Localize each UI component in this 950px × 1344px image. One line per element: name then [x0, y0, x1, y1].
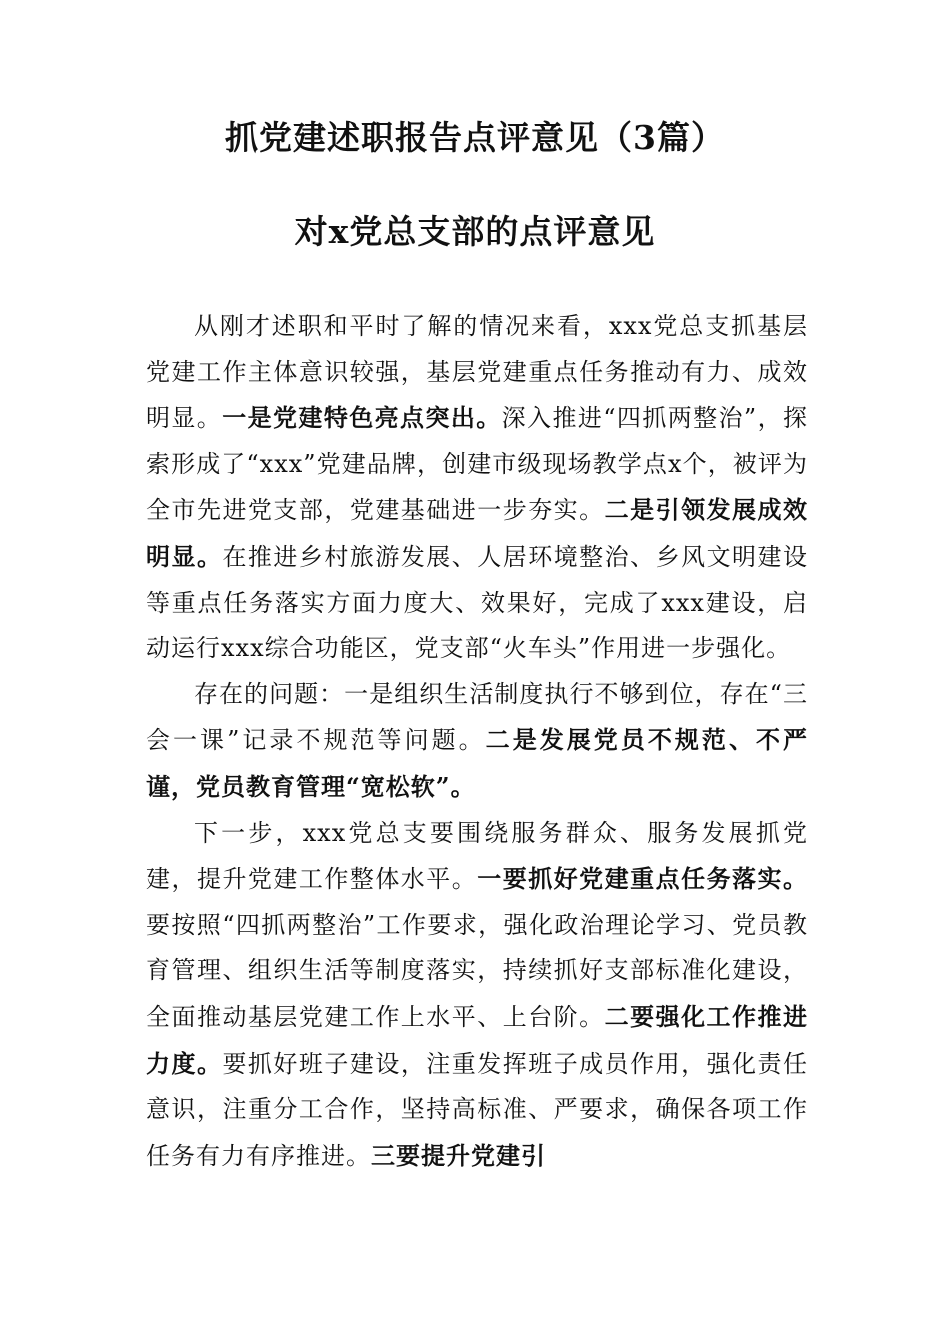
paragraph-text: 要抓好班子建设，注重发挥班子成员作用，强化责任意识，注重分工合作，坚持高标准、严要求，确保各项工作任务有力有序推进。 [146, 1049, 809, 1170]
document-title: 抓党建述职报告点评意见（3篇） [225, 118, 725, 157]
paragraph-text: 存在的问题：一是组织生活制度执行不够到位，存在“三会一课”记录不规范等问题。 [146, 679, 808, 755]
problem-point-2: 二是发展党员不规范、不严谨，党员教育管理“宽松软”。 [146, 725, 809, 801]
paragraph-text: 要按照“四抓两整治”工作要求，强化政治理论学习、党员教育管理、组织生活等制度落实，持续抓好支部标准化建设，全面推动基层党建工作上水平、上台阶。 [146, 910, 808, 1031]
paragraph-problems [146, 672, 808, 811]
next-step-point-3: 三要提升党建引 [371, 1140, 546, 1170]
highlight-point-1: 一是党建特色亮点突出。 [222, 403, 502, 433]
document-body [146, 304, 808, 1179]
paragraph-text: 深入推进“四抓两整治”，探索形成了“xxx”党建品牌，创建市级现场教学点x个，被评为全市先进党支部，党建基础进一步夯实。 [146, 404, 809, 525]
highlight-point-2: 二是引领发展成效明显。 [146, 495, 809, 571]
paragraph-text: 从刚才述职和平时了解的情况来看，xxx党总支抓基层党建工作主体意识较强，基层党建重点任务推动有力、成效明显。 [146, 312, 808, 433]
section-title: 对x党总支部的点评意见 [294, 212, 656, 251]
next-step-point-1: 一要抓好党建重点任务落实。 [477, 864, 809, 894]
paragraph-next-steps [146, 811, 808, 1180]
paragraph-summary [146, 304, 808, 672]
next-step-point-2: 二要强化工作推进力度。 [146, 1001, 809, 1078]
paragraph-text: 下一步，xxx党总支要围绕服务群众、服务发展抓党建，提升党建工作整体水平。 [146, 818, 808, 894]
paragraph-text: 在推进乡村旅游发展、人居环境整治、乡风文明建设等重点任务落实方面力度大、效果好，完成了xxx建设，启动运行xxx综合功能区，党支部“火车头”作用进一步强化。 [146, 542, 809, 663]
